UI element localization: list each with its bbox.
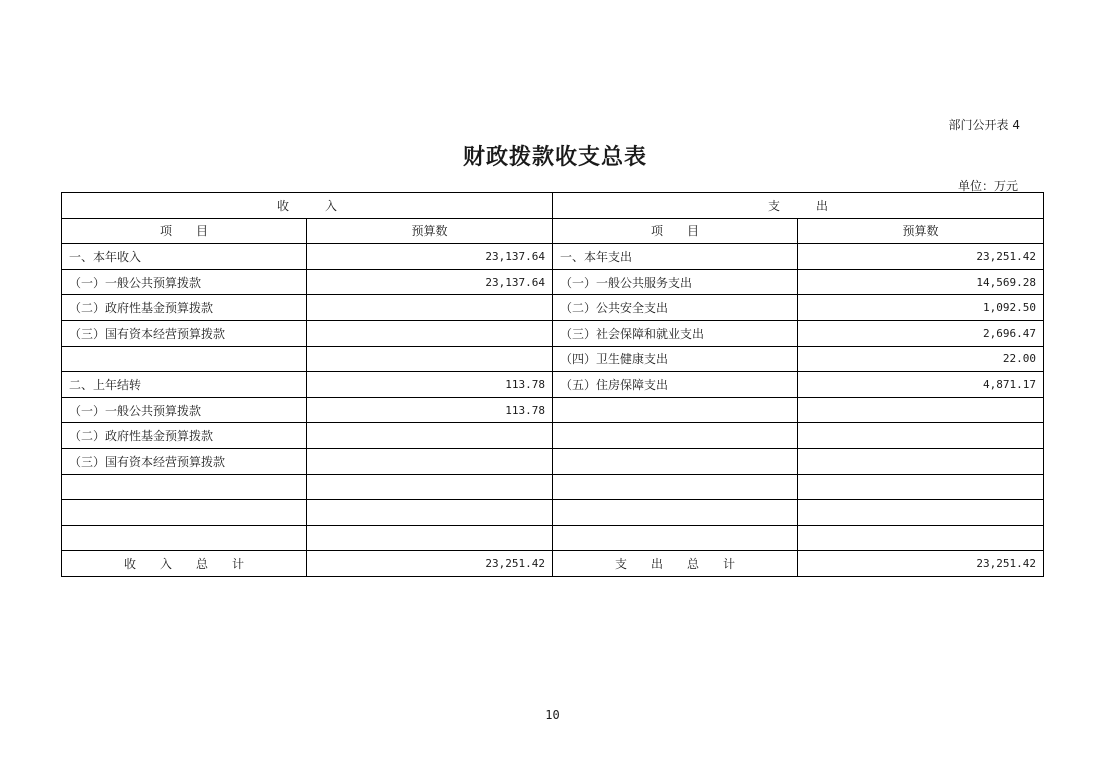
expense-amount-cell: 4,871.17: [798, 372, 1044, 398]
expense-item-cell: [553, 474, 798, 500]
table-row: [62, 372, 1044, 398]
section-header-row: [62, 193, 1044, 219]
expense-total-amount: 23,251.42: [798, 551, 1044, 577]
income-item-cell: [62, 474, 307, 500]
expense-item-cell: [553, 423, 798, 449]
totals-row: [62, 551, 1044, 577]
income-item-cell: [62, 500, 307, 526]
income-item-header: 项 目: [62, 218, 307, 244]
table-row: [62, 244, 1044, 270]
table-row: [62, 269, 1044, 295]
income-amount-cell: [307, 448, 553, 474]
income-amount-cell: [307, 295, 553, 321]
income-amount-cell: 23,137.64: [307, 244, 553, 270]
expense-item-cell: （一）一般公共服务支出: [553, 269, 798, 295]
expense-amount-cell: [798, 525, 1044, 551]
income-amount-cell: [307, 525, 553, 551]
budget-table: [61, 192, 1044, 577]
form-number: 部门公开表 4: [948, 118, 1020, 132]
expense-amount-cell: 1,092.50: [798, 295, 1044, 321]
table-row: [62, 525, 1044, 551]
column-header-row: [62, 218, 1044, 244]
income-item-cell: （二）政府性基金预算拨款: [62, 295, 307, 321]
income-item-cell: （三）国有资本经营预算拨款: [62, 448, 307, 474]
income-amount-cell: [307, 500, 553, 526]
expense-item-cell: （三）社会保障和就业支出: [553, 320, 798, 346]
table-row: [62, 423, 1044, 449]
expense-item-cell: （五）住房保障支出: [553, 372, 798, 398]
income-amount-cell: [307, 320, 553, 346]
expense-amount-cell: [798, 397, 1044, 423]
income-amount-header: 预算数: [307, 218, 553, 244]
expense-amount-header: 预算数: [798, 218, 1044, 244]
income-total-amount: 23,251.42: [307, 551, 553, 577]
income-item-cell: （二）政府性基金预算拨款: [62, 423, 307, 449]
expense-item-cell: [553, 448, 798, 474]
expense-section-header: 支 出: [553, 193, 1044, 219]
page-title: 财政拨款收支总表: [462, 144, 647, 170]
income-item-cell: 二、上年结转: [62, 372, 307, 398]
expense-item-cell: [553, 525, 798, 551]
income-item-cell: （一）一般公共预算拨款: [62, 269, 307, 295]
expense-item-cell: （四）卫生健康支出: [553, 346, 798, 372]
table-row: [62, 346, 1044, 372]
expense-item-cell: 一、本年支出: [553, 244, 798, 270]
unit-label: 单位：万元: [957, 179, 1018, 193]
income-amount-cell: [307, 423, 553, 449]
expense-amount-cell: [798, 474, 1044, 500]
expense-item-cell: [553, 397, 798, 423]
table-row: [62, 397, 1044, 423]
income-item-cell: （三）国有资本经营预算拨款: [62, 320, 307, 346]
expense-amount-cell: 22.00: [798, 346, 1044, 372]
income-amount-cell: 23,137.64: [307, 269, 553, 295]
income-total-label: 收 入 总 计: [62, 551, 307, 577]
expense-amount-cell: [798, 500, 1044, 526]
expense-amount-cell: 2,696.47: [798, 320, 1044, 346]
income-item-cell: 一、本年收入: [62, 244, 307, 270]
page-number: 10: [545, 708, 560, 722]
table-row: [62, 320, 1044, 346]
table-row: [62, 295, 1044, 321]
expense-amount-cell: [798, 423, 1044, 449]
expense-item-cell: （二）公共安全支出: [553, 295, 798, 321]
table-row: [62, 474, 1044, 500]
expense-amount-cell: [798, 448, 1044, 474]
expense-amount-cell: 14,569.28: [798, 269, 1044, 295]
expense-total-label: 支 出 总 计: [553, 551, 798, 577]
expense-item-header: 项 目: [553, 218, 798, 244]
income-item-cell: [62, 525, 307, 551]
table-row: [62, 500, 1044, 526]
income-section-header: 收 入: [62, 193, 553, 219]
income-amount-cell: 113.78: [307, 397, 553, 423]
income-amount-cell: [307, 474, 553, 500]
income-amount-cell: [307, 346, 553, 372]
expense-item-cell: [553, 500, 798, 526]
income-amount-cell: 113.78: [307, 372, 553, 398]
income-item-cell: （一）一般公共预算拨款: [62, 397, 307, 423]
income-item-cell: [62, 346, 307, 372]
table-row: [62, 448, 1044, 474]
expense-amount-cell: 23,251.42: [798, 244, 1044, 270]
